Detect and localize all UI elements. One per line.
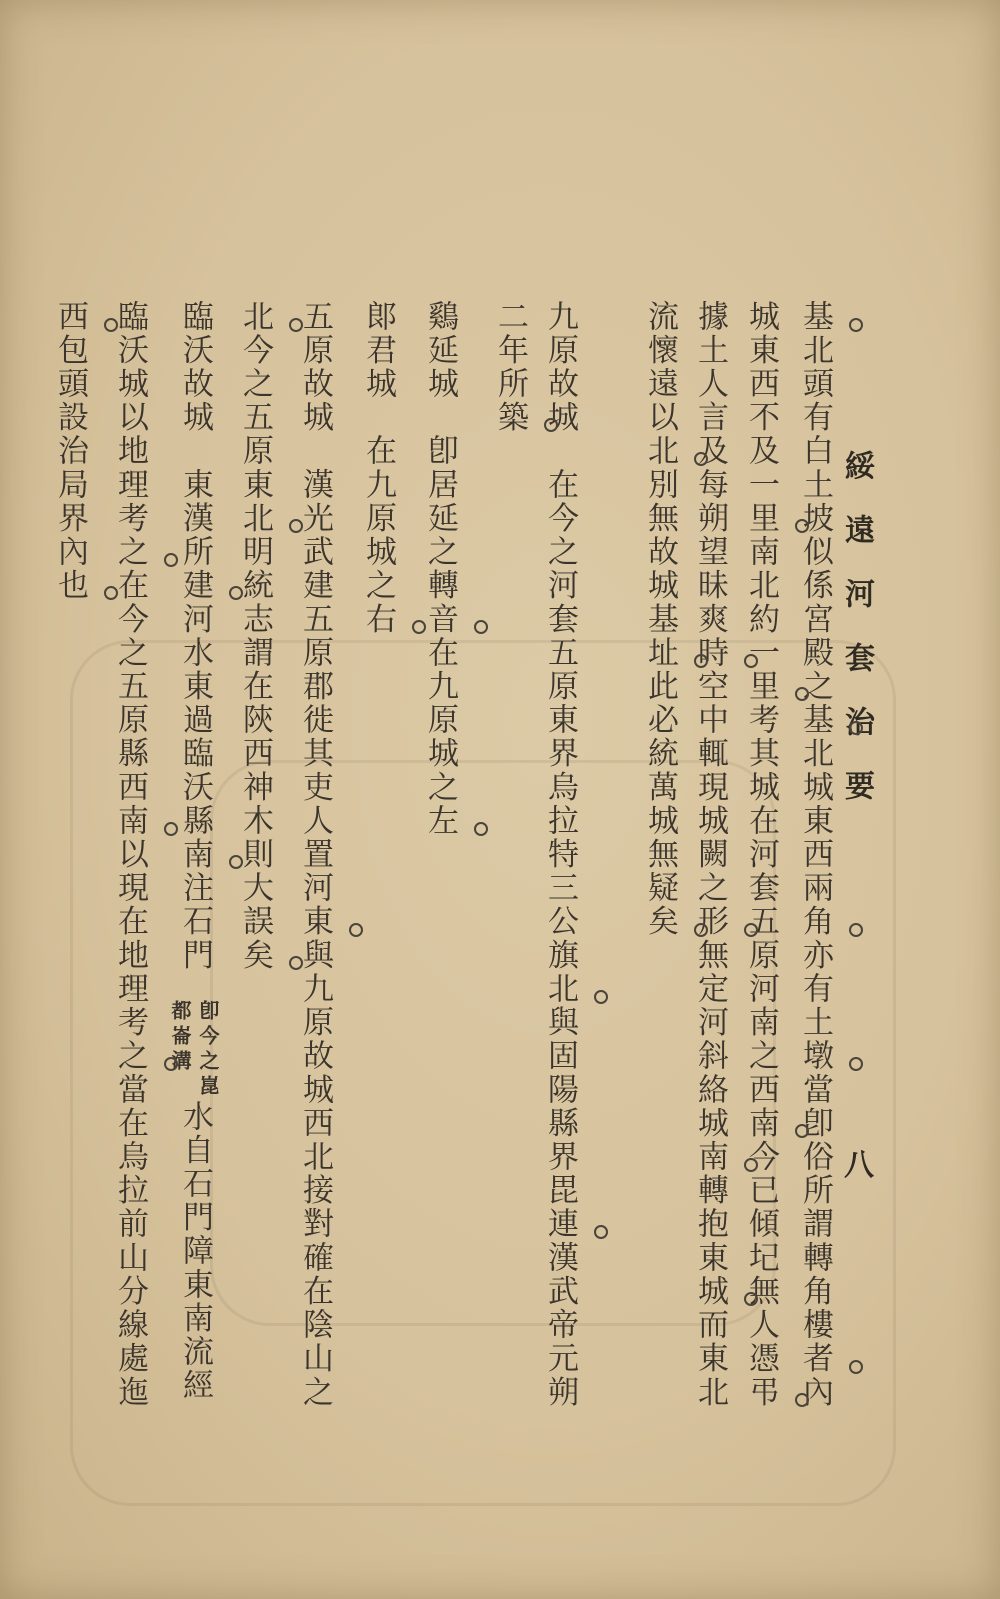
text-column: 基北頭有白土坡似係宮殿之基北城東西兩角亦有土墩當卽俗所謂轉角樓者內 [797,300,833,1410]
entry-jiyan: 鷄延城 卽居延之轉音在九原城之左 [422,300,458,838]
text-column: 據土人言及每朔望昧爽時空中輒現城闕之形無定河斜絡城南轉抱東城而東北 [692,300,728,1410]
entry-wuyuan: 五原故城 漢光武建五原郡徙其吏人置河東與九原故城西北接對確在陰山之 [297,300,333,1410]
text-column: 水自石門障東南流經 [177,1100,213,1403]
entry-langjun: 郞君城 在九原城之右 [360,300,396,637]
text-column: 臨沃城以地理考之在今之五原縣西南以現在地理考之當在烏拉前山分線處迤 [112,300,148,1410]
annotation-line: 都崙溝 [168,1000,192,1075]
text-column: 西包頭設治局界內也 [52,300,88,603]
page-number: 八 [844,1148,874,1183]
entry-linwo: 臨沃故城 東漢所建河水東過臨沃縣南注石門 [177,300,213,973]
text-column: 流懷遠以北別無故城基址此必統萬城無疑矣 [642,300,678,939]
text-column: 城東西不及一里南北約一里考其城在河套五原河南之西南今已傾圮無人憑弔 [743,300,779,1410]
book-title: 綏遠河套治要 [839,450,874,834]
text-column: 二年所築 [492,300,528,435]
entry-jiuyuan: 九原故城 在今之河套五原東界烏拉特三公旗北與固陽縣界毘連漢武帝元朔 [542,300,578,1410]
annotation-line: 卽今之崑 [196,1000,220,1100]
text-column: 北今之五原東北明統志謂在陝西神木則大誤矣 [237,300,273,973]
